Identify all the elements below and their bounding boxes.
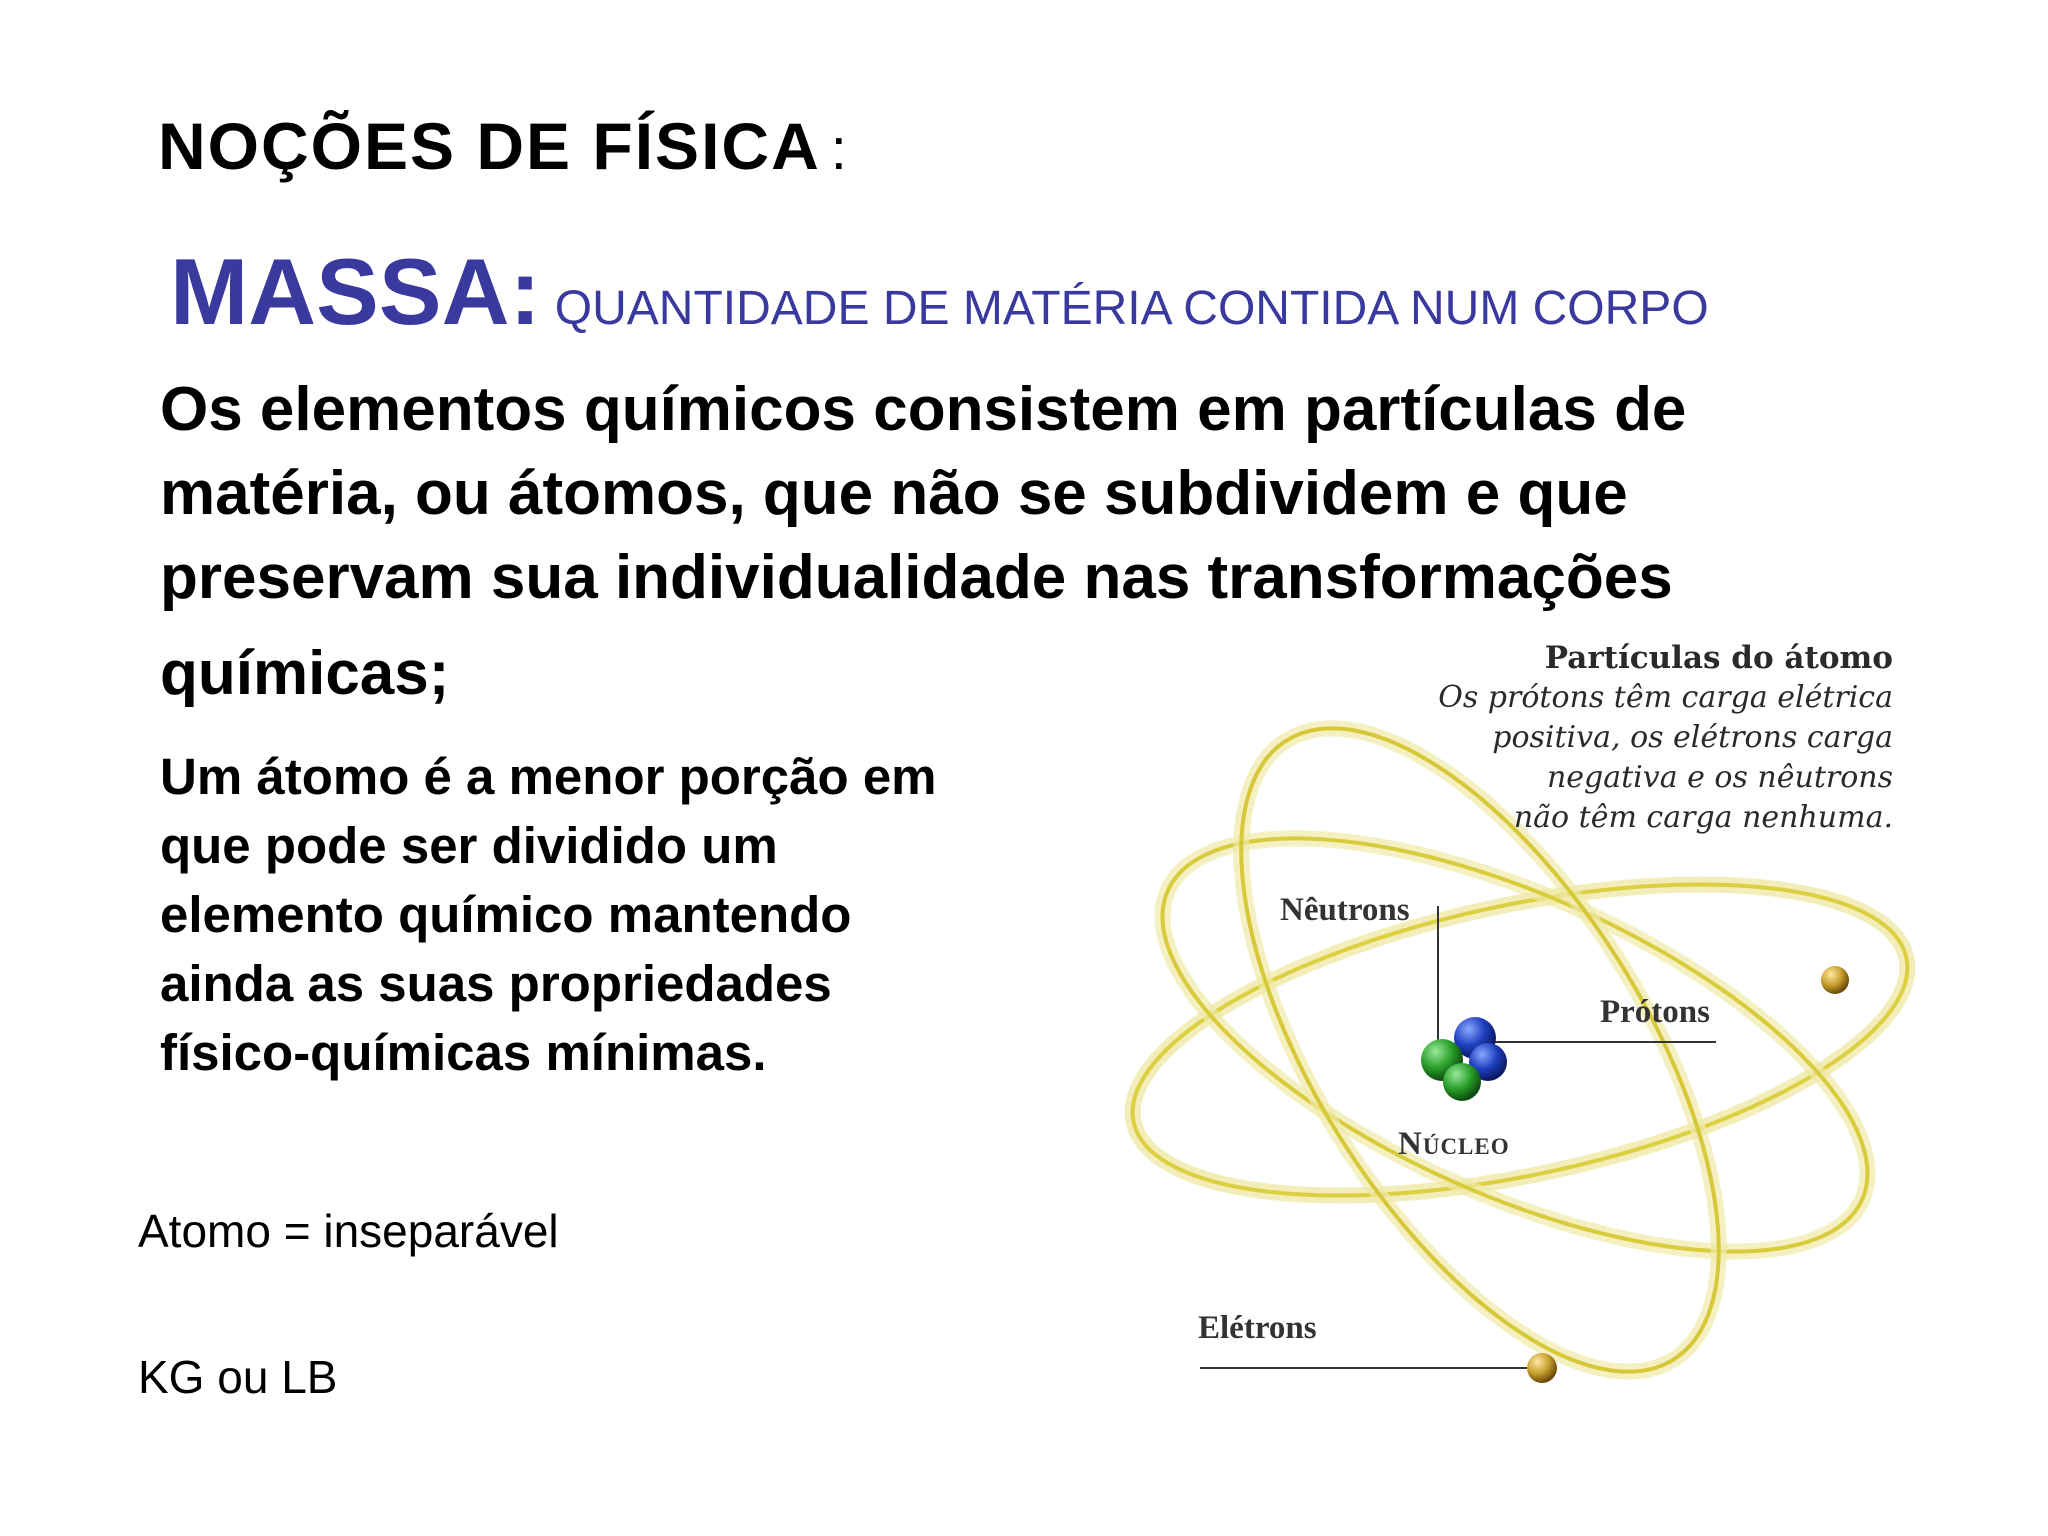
paragraph-atom-definition bbox=[160, 742, 937, 1087]
paragraph-line: preservam sua individualidade nas transformações bbox=[160, 543, 1673, 612]
caption-line: negativa e os nêutrons bbox=[1546, 760, 1893, 795]
paragraph-line: que pode ser dividido um bbox=[160, 817, 778, 874]
paragraph-line: químicas; bbox=[160, 639, 450, 708]
caption-line: positiva, os elétrons carga bbox=[1492, 720, 1893, 755]
caption-line: não têm carga nenhuma. bbox=[1513, 800, 1893, 835]
paragraph-line: físico-químicas mínimas. bbox=[160, 1024, 767, 1081]
label-protons: Prótons bbox=[1600, 994, 1710, 1030]
electron-particle bbox=[1527, 1353, 1557, 1383]
paragraph-line: elemento químico mantendo bbox=[160, 886, 852, 943]
page-title bbox=[158, 108, 849, 184]
note-units: KG ou LB bbox=[138, 1351, 338, 1403]
diagram-caption bbox=[1438, 638, 1893, 838]
massa-definition-text: QUANTIDADE DE MATÉRIA CONTIDA NUM CORPO bbox=[554, 282, 1709, 335]
caption-line: Os prótons têm carga elétrica bbox=[1438, 680, 1893, 715]
nucleus bbox=[1421, 1017, 1507, 1101]
massa-definition bbox=[170, 238, 1709, 346]
paragraph-line: matéria, ou átomos, que não se subdividem e que bbox=[160, 459, 1628, 528]
paragraph-line: Um átomo é a menor porção em bbox=[160, 748, 937, 805]
title-text: NOÇÕES DE FÍSICA bbox=[158, 109, 821, 183]
caption-title: Partículas do átomo bbox=[1544, 640, 1893, 676]
neutron-particle bbox=[1443, 1063, 1481, 1101]
paragraph-line: ainda as suas propriedades bbox=[160, 955, 832, 1012]
electron-particle bbox=[1821, 966, 1849, 994]
paragraph-line: Os elementos químicos consistem em partículas de bbox=[160, 375, 1687, 444]
label-nucleus: Núcleo bbox=[1398, 1126, 1510, 1162]
massa-term: MASSA: bbox=[170, 239, 541, 344]
title-colon: : bbox=[830, 117, 849, 182]
note-atomo: Atomo = inseparável bbox=[138, 1205, 559, 1257]
label-neutrons: Nêutrons bbox=[1280, 892, 1410, 928]
label-electrons: Elétrons bbox=[1198, 1310, 1317, 1346]
